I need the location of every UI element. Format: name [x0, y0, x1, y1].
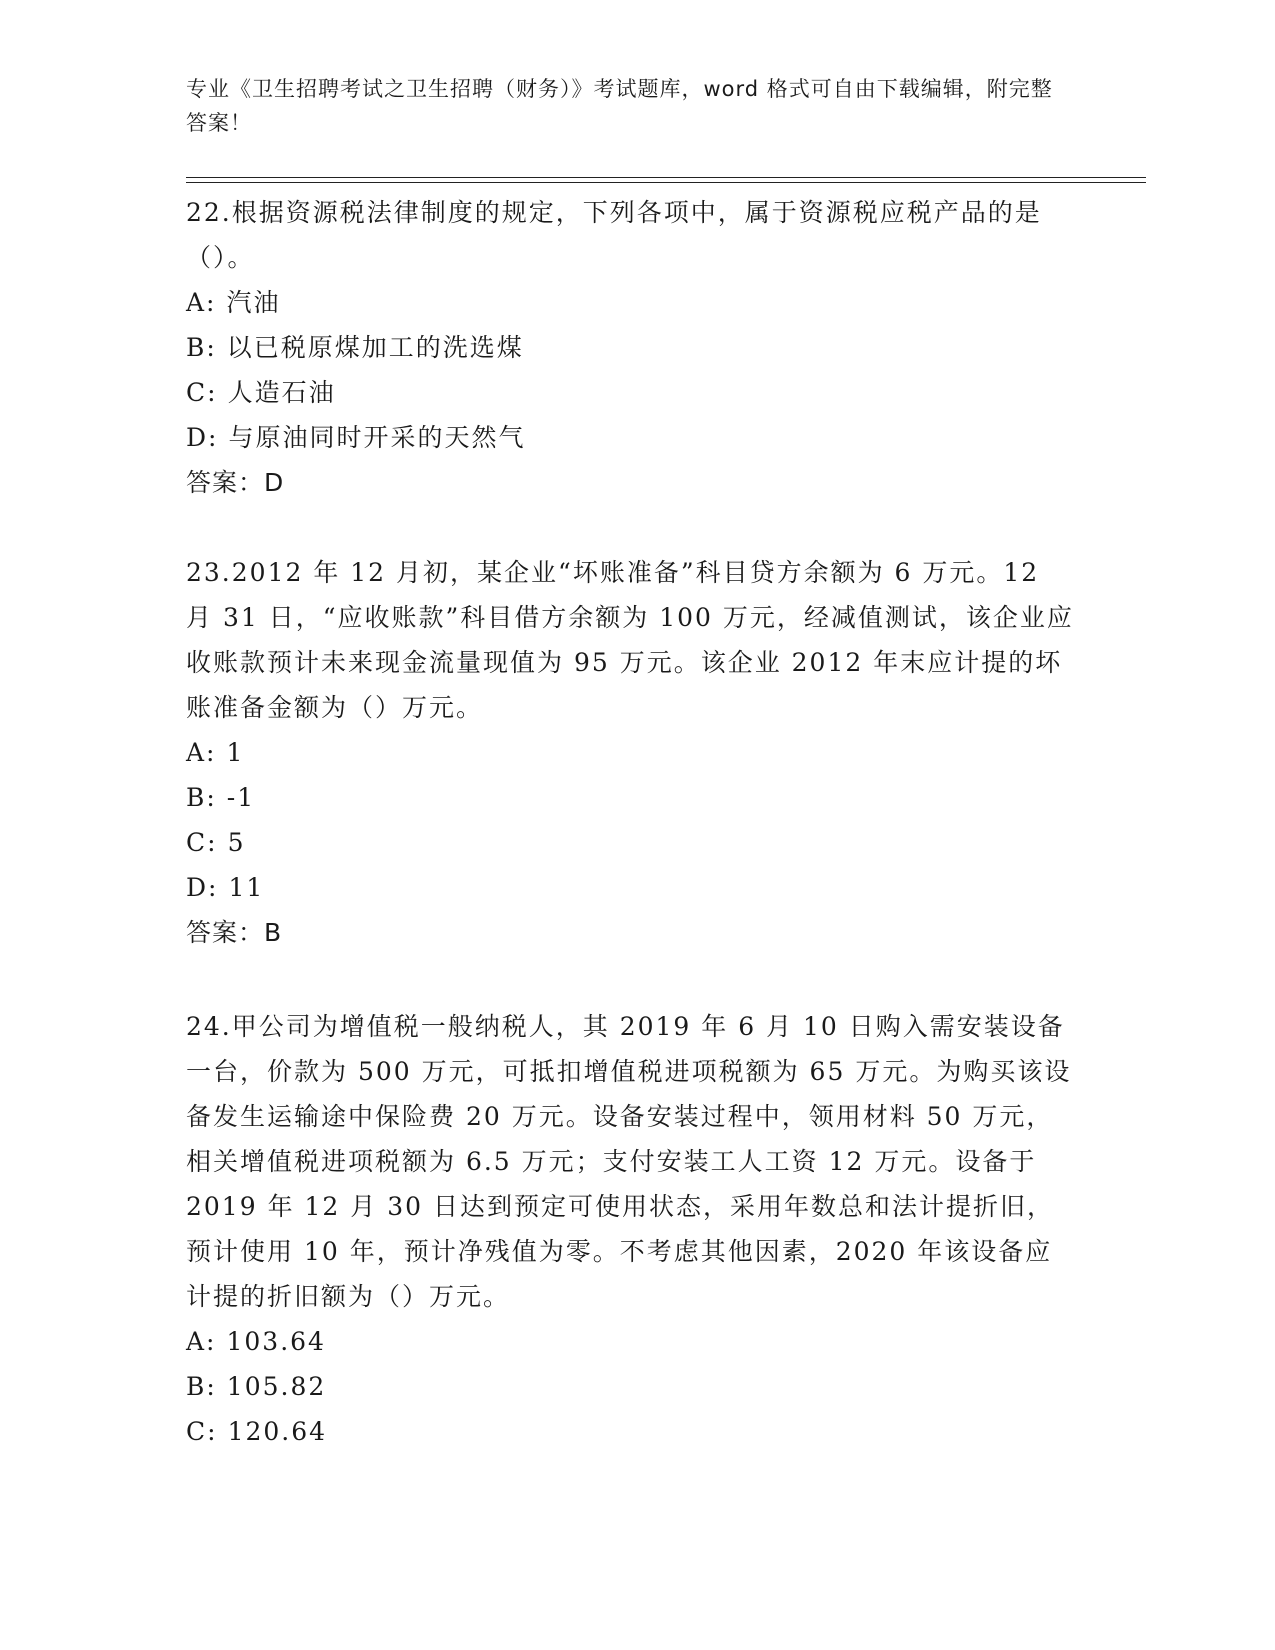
question-22 — [186, 190, 1076, 505]
option-text: 与原油同时开采的天然气 — [228, 423, 526, 452]
option-text: 11 — [228, 873, 265, 902]
option-text: 以已税原煤加工的洗选煤 — [226, 333, 524, 362]
header-divider-bottom — [186, 182, 1146, 183]
option-b — [186, 325, 1076, 370]
question-23 — [186, 550, 1076, 955]
option-key: A: — [186, 288, 217, 317]
option-c — [186, 820, 1076, 865]
option-text: 105.82 — [226, 1372, 327, 1401]
option-text: 5 — [227, 828, 246, 857]
option-key: C: — [186, 378, 218, 407]
question-24 — [186, 1004, 1076, 1454]
option-key: C: — [186, 828, 218, 857]
option-key: D: — [186, 873, 219, 902]
option-a — [186, 1319, 1076, 1364]
option-text: 120.64 — [227, 1417, 328, 1446]
option-a — [186, 730, 1076, 775]
document-header: 专业《卫生招聘考试之卫生招聘（财务）》考试题库，word 格式可自由下载编辑，附完整答案！ — [186, 77, 1053, 135]
option-text: 人造石油 — [227, 378, 336, 407]
option-key: B: — [186, 783, 217, 812]
question-text: 23.2012 年 12 月初，某企业“坏账准备”科目贷方余额为 6 万元。12 月 31 日，“应收账款”科目借方余额为 100 万元，经减值测试，该企业应收账款预计未来现金流量现值为 95 万元。该企业 2012 年末应计提的坏账准备金额为（）万元。 — [186, 558, 1074, 722]
header-divider-top — [186, 177, 1146, 178]
option-key: A: — [186, 738, 217, 767]
question-text: 24.甲公司为增值税一般纳税人，其 2019 年 6 月 10 日购入需安装设备一台，价款为 500 万元，可抵扣增值税进项税额为 65 万元。为购买该设备发生运输途中保险费 20 万元。设备安装过程中，领用材料 50 万元，相关增值税进项税额为 6.5 万元；支付安装工人工资 12 万元。设备于 2019 年 12 月 30 日达到预定可使用状态，采用年数总和法计提折旧，预计使用 10 年，预计净残值为零。不考虑其他因素，2020 年该设备应计提的折旧额为（）万元。 — [186, 1012, 1072, 1311]
option-key: A: — [186, 1327, 217, 1356]
answer-text: 答案：D — [186, 468, 285, 497]
option-text: 1 — [226, 738, 245, 767]
option-c — [186, 370, 1076, 415]
option-c — [186, 1409, 1076, 1454]
option-text: 汽油 — [226, 288, 281, 317]
option-d — [186, 865, 1076, 910]
option-key: B: — [186, 333, 217, 362]
answer-text: 答案：B — [186, 918, 283, 947]
option-text: -1 — [226, 783, 256, 812]
option-key: C: — [186, 1417, 218, 1446]
option-b — [186, 1364, 1076, 1409]
option-key: B: — [186, 1372, 217, 1401]
option-b — [186, 775, 1076, 820]
option-text: 103.64 — [226, 1327, 326, 1356]
option-a — [186, 280, 1076, 325]
question-text: 22.根据资源税法律制度的规定，下列各项中，属于资源税应税产品的是（）。 — [186, 198, 1042, 272]
option-key: D: — [186, 423, 219, 452]
option-d — [186, 415, 1076, 460]
